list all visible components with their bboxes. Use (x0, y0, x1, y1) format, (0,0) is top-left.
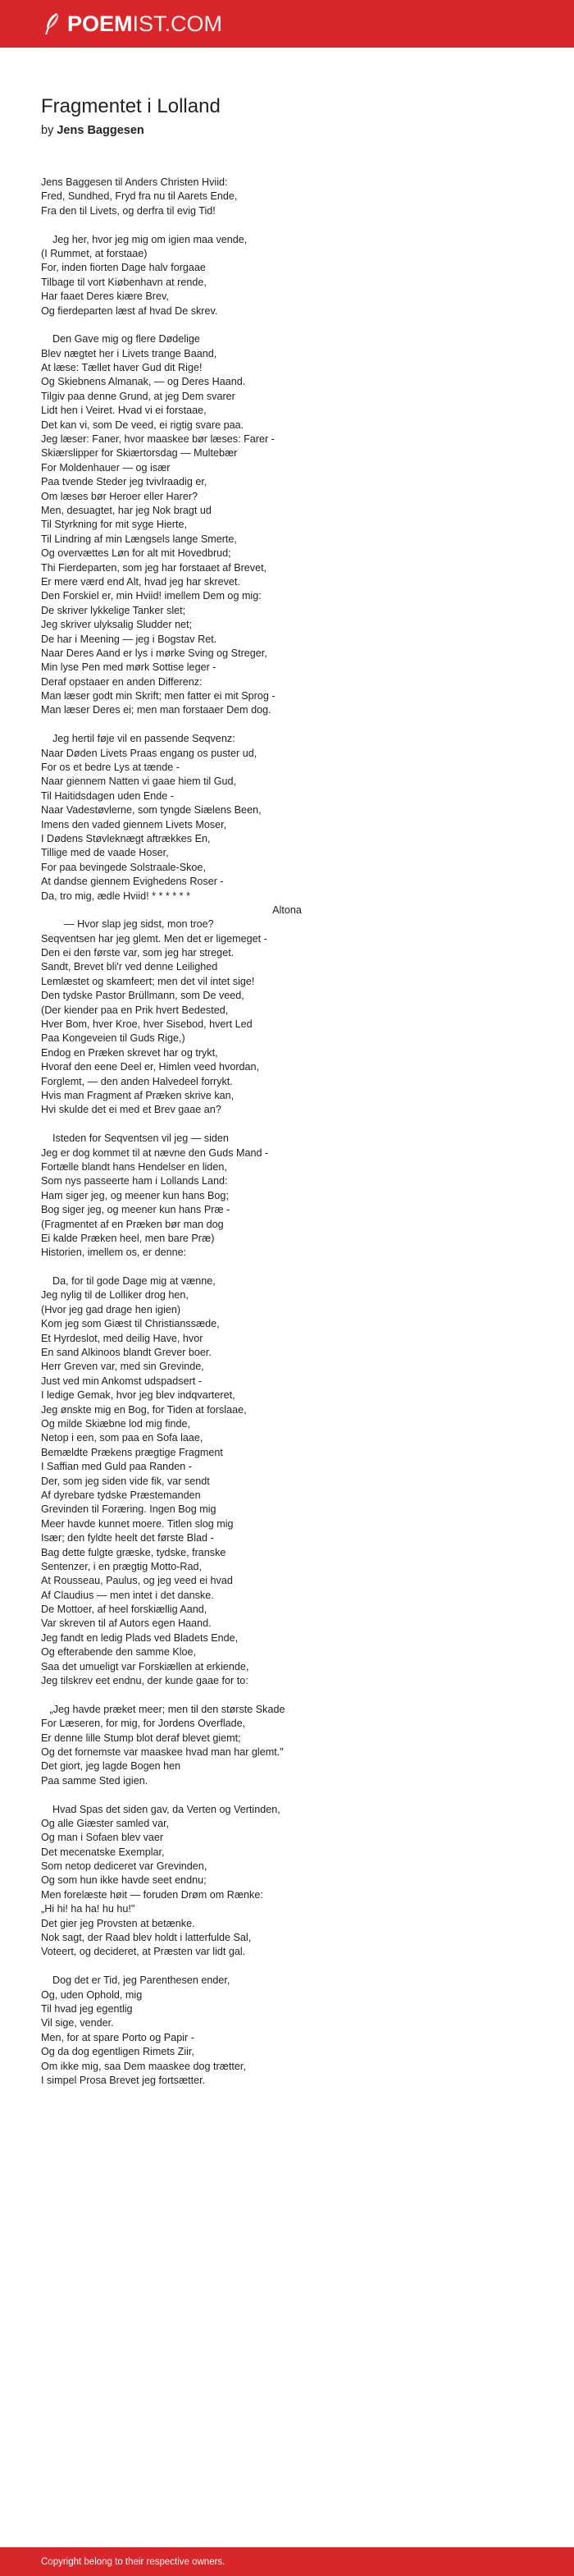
poem-line: Og milde Skiæbne lod mig finde, (41, 1417, 191, 1430)
place-heading: Altona (272, 904, 302, 916)
poem-line: Og efterabende den samme Kloe, (41, 1646, 197, 1659)
poem-line: Da, for til gode Dage mig at vænne, (41, 1275, 216, 1288)
poem-line: Og Skiebnens Almanak, — og Deres Haand. (41, 376, 246, 388)
poem-line: Har faaet Deres kiære Brev, (41, 291, 169, 303)
poem-line: Hvad Spas det siden gav, da Verten og Vertinden, (41, 1803, 280, 1815)
poem-line: Sentenzer, i en prægtig Motto-Rad, (41, 1560, 203, 1572)
poem-line: Tillige med de vaade Hoser, (41, 847, 169, 859)
poem-body (41, 176, 533, 2102)
poem-line: Grevinden til Foræring. Ingen Bog mig (41, 1503, 216, 1516)
poem-line: Og fierdeparten læst af hvad De skrev. (41, 304, 218, 317)
poem-line: Forglemt, — den anden Halvedeel forrykt. (41, 1075, 233, 1087)
poem-line: Til Haitidsdagen uden Ende - (41, 789, 174, 802)
poem-line: Voteert, og decideret, at Præsten var lidt gal. (41, 1946, 246, 1958)
poem-line: Saa det umueligt var Forskiællen at erkiende, (41, 1660, 249, 1672)
poem-line: — Hvor slap jeg sidst, mon troe? (41, 918, 214, 931)
poem-line: Af Claudius — men intet i det danske. (41, 1589, 214, 1601)
poem-header (41, 95, 533, 138)
poem-line: Deraf opstaaer en anden Differenz: (41, 675, 203, 688)
poem-line: Skiærslipper for Skiærtorsdag — Multebær (41, 447, 238, 460)
author-link[interactable]: Jens Baggesen (57, 124, 144, 137)
stanza (41, 1703, 533, 1788)
poem-line: For os et bedre Lys at tænde - (41, 762, 180, 774)
poem-line: Det giort, jeg lagde Bogen hen (41, 1760, 181, 1773)
stanza (41, 176, 533, 218)
poem-line: Især; den fyldte heelt det første Blad - (41, 1532, 214, 1544)
poem-line: „Jeg havde præket meer; men til den største Skade (41, 1703, 285, 1715)
poem-line: Det kan vi, som De veed, ei rigtig svare paa. (41, 419, 244, 431)
poem-line: Og alle Giæster samled var, (41, 1817, 170, 1829)
poem-line: Jeg fandt en ledig Plads ved Bladets Ende, (41, 1631, 239, 1644)
poem-line: Lidt hen i Veiret. Hvad vi ei forstaae, (41, 405, 207, 417)
poem-line: De Mottoer, af heel forskiællig Aand, (41, 1604, 207, 1616)
site-header (0, 0, 574, 48)
poem-line: Meer havde kunnet moere. Titlen slog mig (41, 1517, 234, 1530)
poem-line: Nok sagt, der Raad blev holdt i latterfulde Sal, (41, 1932, 252, 1944)
poem-line: Men forelæste høit — foruden Drøm om Rænke: (41, 1888, 263, 1901)
poem-line: Til hvad jeg egentlig (41, 2003, 133, 2015)
logo-light-text: IST.COM (132, 11, 223, 36)
stanza (41, 1803, 533, 1960)
poem-line: Blev nægtet her i Livets trange Baand, (41, 347, 217, 359)
poem-line: Det gier jeg Provsten at betænke. (41, 1917, 195, 1929)
poem-line: At læse: Tællet haver Gud dit Rige! (41, 362, 203, 374)
stanza (41, 233, 533, 318)
poem-line: Der, som jeg siden vide fik, var sendt (41, 1475, 210, 1487)
poem-line: Ham siger jeg, og meener kun hans Bog; (41, 1189, 229, 1201)
poem-line: Tilbage til vort Kiøbenhavn at rende, (41, 276, 207, 288)
poem-line: Det mecenatske Exemplar, (41, 1846, 165, 1858)
poem-line: Naar Deres Aand er lys i mørke Sving og Streger, (41, 647, 267, 659)
poem-line: Herr Greven var, med sin Grevinde, (41, 1361, 204, 1373)
poem-line: Og som hun ikke havde seet endnu; (41, 1874, 207, 1887)
poem-line: Endog en Præken skrevet har og trykt, (41, 1046, 218, 1059)
poem-line: For Moldenhauer — og især (41, 461, 171, 474)
poem-line: Seqventsen har jeg glemt. Men det er ligemeget - (41, 932, 267, 945)
poem-line: Jeg tilskrev eet endnu, der kunde gaae for to: (41, 1675, 248, 1687)
quill-pen-icon (43, 12, 61, 35)
poem-line: (Der kiender paa en Prik hvert Bedested, (41, 1004, 229, 1016)
poem-line: Historien, imellem os, er denne: (41, 1247, 187, 1259)
poem-line: Just ved min Ankomst udspadsert - (41, 1375, 202, 1387)
poem-line: Min lyse Pen med mørk Sottise leger - (41, 661, 216, 674)
site-logo-link[interactable] (43, 11, 222, 37)
poem-line: Tilgiv paa denne Grund, at jeg Dem svarer (41, 390, 235, 402)
poem-line: Jeg er dog kommet til at nævne den Guds Mand - (41, 1146, 269, 1159)
poem-line: Naar Vadestøvlerne, som tyngde Siælens Been, (41, 804, 262, 817)
poem-line: Bemældte Prækens prægtige Fragment (41, 1446, 223, 1458)
poem-line: Imens den vaded giennem Livets Moser, (41, 818, 227, 830)
poem-line: Og da dog egentligen Rimets Ziir, (41, 2046, 194, 2058)
poem-line: Hvoraf den eene Deel er, Himlen veed hvordan, (41, 1061, 260, 1073)
poem-line: Var skreven til af Autors egen Haand. (41, 1617, 212, 1630)
stanza (41, 1974, 533, 2088)
poem-line: Jeg læser: Faner, hvor maaskee bør læses: Farer - (41, 433, 275, 446)
poem-line: I Saffian med Guld paa Randen - (41, 1461, 192, 1473)
poem-line: Af dyrebare tydske Præstemanden (41, 1489, 201, 1501)
poem-line: Men, desuagtet, har jeg Nok bragt ud (41, 504, 212, 516)
byline (41, 123, 533, 138)
poem-line: En sand Alkinoos blandt Grever boer. (41, 1347, 212, 1359)
poem-line: Til Lindring af min Længsels lange Smerte, (41, 533, 237, 545)
poem-line: Hvis man Fragment af Præken skrive kan, (41, 1090, 235, 1101)
poem-line: Jeg hertil føje vil en passende Seqvenz: (41, 733, 235, 745)
logo-bold-text: POEM (67, 11, 133, 36)
poem-line: Man læser godt min Skrift; men fatter ei mit Sprog - (41, 690, 276, 702)
poem-line: Thi Fierdeparten, som jeg har forstaaet af Brevet, (41, 561, 267, 574)
poem-line: Men, for at spare Porto og Papir - (41, 2031, 194, 2043)
poem-line: At dandse giennem Evighedens Roser - (41, 876, 224, 888)
poem-line: Og man i Sofaen blev vaer (41, 1832, 164, 1844)
poem-line: Til Styrkning for mit syge Hierte, (41, 519, 187, 531)
poem-line: Om ikke mig, saa Dem maaskee dog trætter, (41, 2060, 246, 2072)
poem-line: For, inden fiorten Dage halv forgaae (41, 262, 206, 274)
poem-line: Fortælle blandt hans Hendelser en liden, (41, 1160, 227, 1173)
poem-line: Om læses bør Heroer eller Harer? (41, 490, 198, 502)
poem-line: Den Forskiel er, min Hviid! imellem Dem og mig: (41, 590, 262, 602)
poem-line: De skriver lykkelige Tanker slet; (41, 604, 186, 616)
poem-line: Et Hyrdeslot, med deilig Have, hvor (41, 1332, 203, 1344)
poem-line: Ei kalde Præken heel, men bare Præ) (41, 1232, 215, 1244)
stanza (41, 1132, 533, 1261)
poem-line: I simpel Prosa Brevet jeg fortsætter. (41, 2074, 206, 2086)
copyright-text: Copyright belong to their respective owners. (41, 2557, 226, 2567)
poem-line: Bog siger jeg, og meener kun hans Præ - (41, 1204, 230, 1216)
poem-line: Naar giennem Natten vi gaae hiem til Gud, (41, 776, 237, 788)
site-footer (0, 2547, 574, 2576)
poem-line: (I Rummet, at forstaae) (41, 247, 148, 259)
poem-line: Man læser Deres ei; men man forstaaer Dem dog. (41, 704, 271, 716)
poem-line: Sandt, Brevet bli'r ved denne Leilighed (41, 961, 218, 973)
poem-line: Og det fornemste var maaskee hvad man har glemt." (41, 1746, 284, 1758)
poem-line: Jeg nylig til de Lolliker drog hen, (41, 1289, 189, 1302)
poem-line: Paa tvende Steder jeg tvivlraadig er, (41, 476, 207, 488)
poem-line: At Rousseau, Paulus, og jeg veed ei hvad (41, 1575, 233, 1587)
poem-line: Naar Døden Livets Praas engang os puster ud, (41, 747, 257, 759)
poem-line: Er denne lille Stump blot deraf blevet giemt; (41, 1732, 241, 1744)
poem-line: Den ei den første var, som jeg har streget. (41, 947, 235, 959)
poem-line: Jeg ønskte mig en Bog, for Tiden at forslaae, (41, 1403, 247, 1416)
poem-line: Som netop dediceret var Grevinden, (41, 1860, 207, 1873)
poem-line: Jeg skriver ulyksalig Sludder net; (41, 619, 193, 631)
stanza (41, 732, 533, 1118)
poem-line: Og, uden Ophold, mig (41, 1988, 143, 2001)
poem-line: Bag dette fulgte græske, tydske, franske (41, 1546, 226, 1558)
poem-line: Jens Baggesen til Anders Christen Hviid: (41, 176, 228, 188)
poem-line: Er mere værd end Alt, hvad jeg har skrevet. (41, 575, 240, 588)
poem-line: Netop i een, som paa en Sofa laae, (41, 1432, 203, 1444)
poem-line: Hver Bom, hver Kroe, hver Sisebod, hvert Led (41, 1018, 253, 1031)
stanza (41, 332, 533, 718)
poem-title: Fragmentet i Lolland (41, 95, 221, 117)
poem-line: (Hvor jeg gad drage hen igien) (41, 1303, 181, 1315)
poem-line: Kom jeg som Giæst til Christianssæde, (41, 1318, 220, 1330)
poem-line: For paa bevingede Solstraale-Skoe, (41, 861, 206, 873)
poem-line: Da, tro mig, ædle Hviid! * * * * * * (41, 890, 190, 902)
poem-line: Paa samme Sted igien. (41, 1774, 148, 1787)
byline-prefix: by (41, 124, 54, 137)
poem-line: De har i Meening — jeg i Bogstav Ret. (41, 633, 217, 645)
stanza (41, 1274, 533, 1688)
poem-line: For Læseren, for mig, for Jordens Overflade, (41, 1718, 246, 1730)
poem-line: (Fragmentet af en Præken bør man dog (41, 1218, 224, 1230)
poem-line: Fra den til Livets, og derfra til evig Tid! (41, 204, 216, 217)
poem-line: Jeg her, hvor jeg mig om igien maa vende, (41, 233, 248, 245)
poem-line: Den tydske Pastor Brüllmann, som De veed, (41, 990, 244, 1002)
poem-line: „Hi hi! ha ha! hu hu!" (41, 1903, 135, 1915)
poem-line: Paa Kongeveien til Guds Rige,) (41, 1032, 185, 1045)
poem-line: Fred, Sundhed, Fryd fra nu til Aarets Ende, (41, 190, 238, 203)
poem-line: I ledige Gemak, hvor jeg blev indqvarteret, (41, 1389, 235, 1402)
poem-line: Isteden for Seqventsen vil jeg — siden (41, 1132, 229, 1145)
poem-line: Vil sige, vender. (41, 2017, 114, 2029)
poem-line: Den Gave mig og flere Dødelige (41, 333, 200, 345)
poem-line: Hvi skulde det ei med et Brev gaae an? (41, 1104, 221, 1116)
poem-line: Lemlæstet og skamfeert; men det vil intet sige! (41, 975, 255, 987)
poem-line: I Dødens Støvleknægt aftrækkes En, (41, 832, 211, 844)
poem-line: Og overvættes Løn for alt mit Hovedbrud; (41, 547, 231, 560)
poem-line: Dog det er Tid, jeg Parenthesen ender, (41, 1974, 230, 1987)
site-logo-text (67, 11, 222, 37)
poem-line: Som nys passeerte ham i Lollands Land: (41, 1175, 228, 1187)
